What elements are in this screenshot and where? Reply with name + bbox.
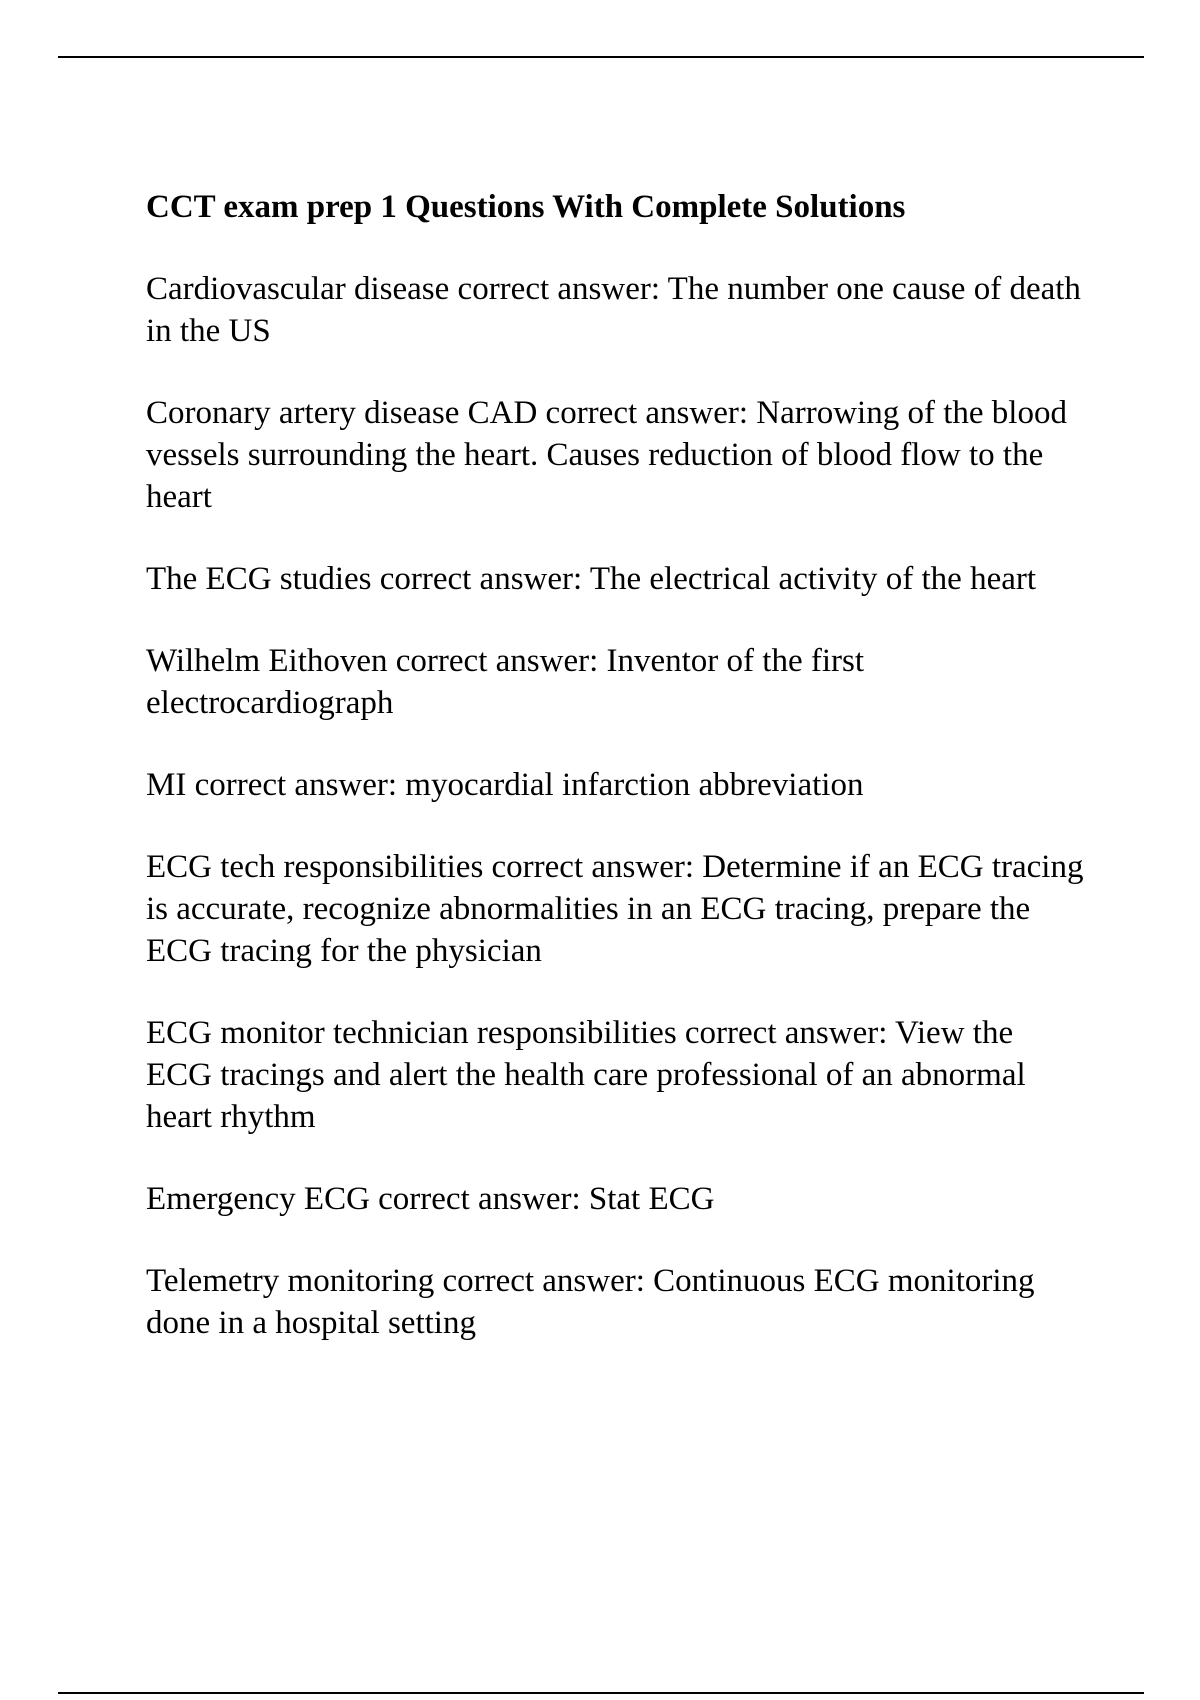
header-rule	[58, 56, 1144, 58]
qa-entry-telemetry-monitoring: Telemetry monitoring correct answer: Continuous ECG monitoring done in a hospital setting	[146, 1263, 1035, 1341]
footer-rule	[58, 1692, 1144, 1694]
document-body	[146, 186, 1086, 1384]
qa-entry-ecg-tech-responsibilities: ECG tech responsibilities correct answer: Determine if an ECG tracing is accurate, recognize abnormalities in an ECG tracing, prepare the ECG tracing for the physician	[146, 849, 1084, 969]
document-title: CCT exam prep 1 Questions With Complete Solutions	[146, 189, 906, 225]
qa-entry-ecg-studies: The ECG studies correct answer: The electrical activity of the heart	[146, 561, 1037, 597]
qa-entry-emergency-ecg: Emergency ECG correct answer: Stat ECG	[146, 1181, 715, 1217]
qa-entry-wilhelm-eithoven: Wilhelm Eithoven correct answer: Inventor of the first electrocardiograph	[146, 643, 865, 721]
qa-entry-coronary-artery-disease: Coronary artery disease CAD correct answer: Narrowing of the blood vessels surrounding the heart. Causes reduction of blood flow to the heart	[146, 395, 1067, 515]
qa-entry-mi: MI correct answer: myocardial infarction abbreviation	[146, 767, 864, 803]
qa-entry-ecg-monitor-technician: ECG monitor technician responsibilities correct answer: View the ECG tracings and alert the health care professional of an abnormal heart rhythm	[146, 1015, 1026, 1135]
qa-entry-cardiovascular-disease: Cardiovascular disease correct answer: The number one cause of death in the US	[146, 271, 1081, 349]
